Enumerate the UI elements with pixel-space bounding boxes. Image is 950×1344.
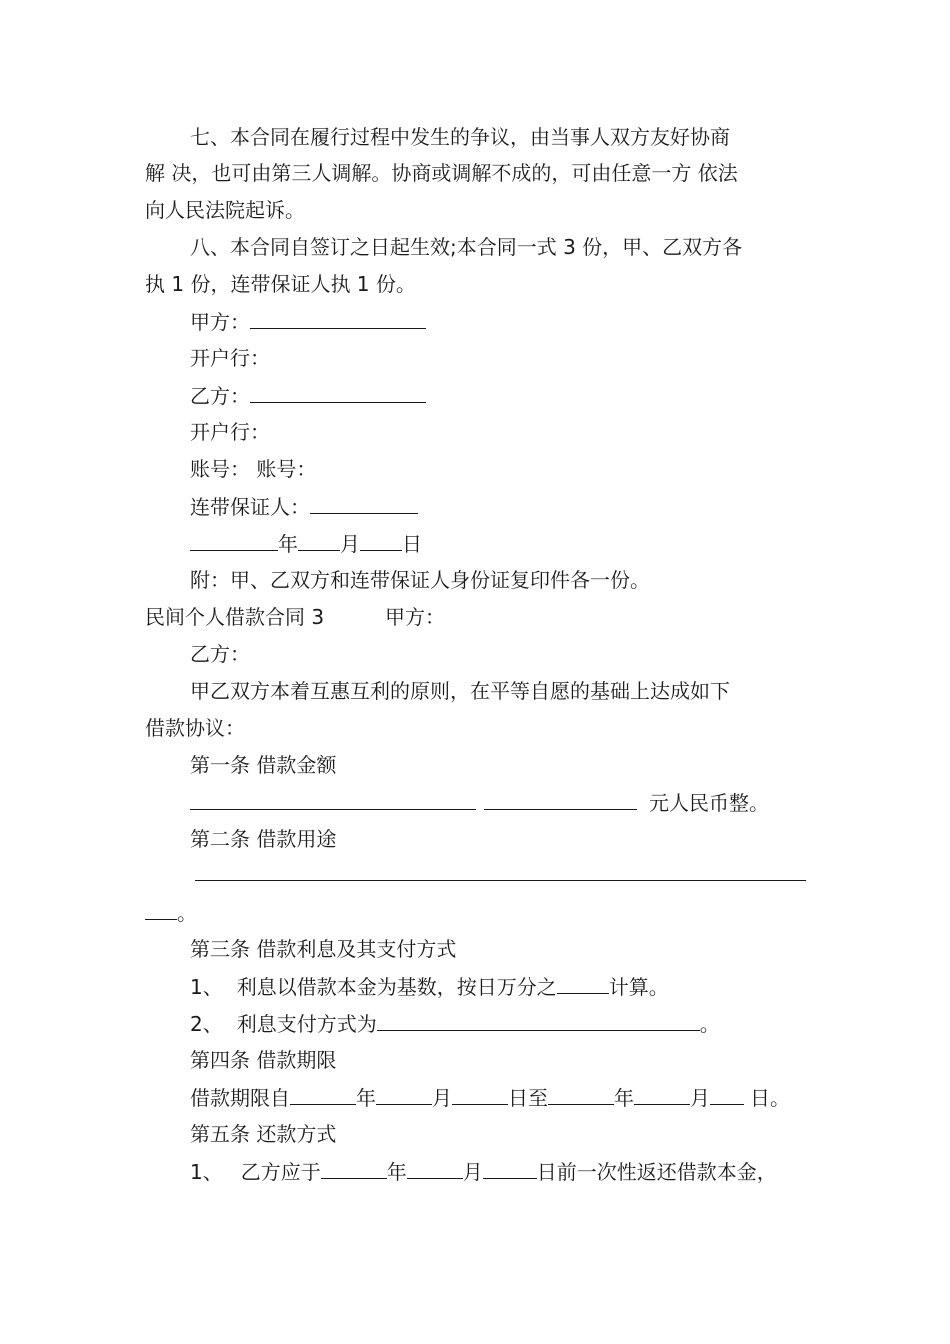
term-year2: 年 xyxy=(614,1086,634,1110)
clause8-line2: 执 1 份，连带保证人执 1 份。 xyxy=(145,272,416,296)
term-prefix: 借款期限自 xyxy=(190,1086,290,1110)
rate-blank xyxy=(557,973,609,994)
clause7-line1: 七、本合同在履行过程中发生的争议，由当事人双方友好协商 xyxy=(190,125,730,149)
item1-text: 利息以借款本金为基数，按日万分之 xyxy=(236,975,557,999)
repay-year-blank xyxy=(321,1158,387,1179)
month-label: 月 xyxy=(340,532,360,556)
party-a-blank xyxy=(250,308,426,329)
article1-amount-line xyxy=(190,789,769,816)
article1-title: 第一条 借款金额 xyxy=(190,753,337,777)
intro-line1: 甲乙双方本着互惠互利的原则，在平等自愿的基础上达成如下 xyxy=(190,679,730,703)
article3-item1 xyxy=(190,973,669,1000)
repay-month-blank xyxy=(407,1158,463,1179)
contract3-party-b: 乙方： xyxy=(190,642,250,666)
amount-blank-2 xyxy=(484,789,637,810)
repay-day-blank xyxy=(483,1158,537,1179)
guarantor-blank xyxy=(310,493,418,514)
day-label: 日 xyxy=(402,532,422,556)
accounts-label: 账号： 账号： xyxy=(190,457,317,481)
term-year-blank xyxy=(290,1084,356,1105)
purpose-end: 。 xyxy=(177,901,197,925)
repay-year: 年 xyxy=(386,1160,407,1184)
party-a-sign-line xyxy=(190,308,426,335)
item1-end: 计算。 xyxy=(608,975,669,999)
term-day2: 日。 xyxy=(750,1086,790,1110)
bank-a-label: 开户行： xyxy=(190,346,270,370)
article3-item2 xyxy=(190,1010,720,1037)
term-month2-blank xyxy=(634,1084,690,1105)
purpose-blank-tail xyxy=(145,899,177,920)
repay-item-number: 1、 xyxy=(190,1160,223,1184)
month-blank xyxy=(298,530,340,551)
article5-item1 xyxy=(190,1158,777,1185)
year-label: 年 xyxy=(278,532,298,556)
term-month: 月 xyxy=(432,1086,452,1110)
intro-line2: 借款协议： xyxy=(145,716,245,740)
guarantor-sign-line xyxy=(190,493,418,520)
amount-unit: 元人民币整。 xyxy=(649,791,769,815)
day-blank xyxy=(360,530,402,551)
amount-blank-1 xyxy=(190,789,476,810)
purpose-blank-line xyxy=(195,880,806,881)
party-b-blank xyxy=(250,382,426,403)
term-month-blank xyxy=(376,1084,432,1105)
term-day-to: 日至 xyxy=(508,1086,548,1110)
repay-tail: 日前一次性返还借款本金， xyxy=(536,1160,777,1184)
sign-date-line xyxy=(190,530,422,557)
article2-title: 第二条 借款用途 xyxy=(190,827,337,851)
term-year2-blank xyxy=(548,1084,614,1105)
contract3-party-a: 甲方： xyxy=(385,605,445,629)
party-b-label: 乙方： xyxy=(190,384,250,408)
attachment-note: 附：甲、乙双方和连带保证人身份证复印件各一份。 xyxy=(190,568,650,592)
bank-b-label: 开户行： xyxy=(190,420,270,444)
term-year: 年 xyxy=(356,1086,376,1110)
party-b-sign-line xyxy=(190,382,426,409)
clause8-line1: 八、本合同自签订之日起生效;本合同一式 3 份，甲、乙双方各 xyxy=(190,235,743,259)
guarantor-label: 连带保证人： xyxy=(190,495,310,519)
term-month2: 月 xyxy=(690,1086,710,1110)
payment-method-blank xyxy=(377,1010,700,1031)
clause7-line3: 向人民法院起诉。 xyxy=(145,198,305,222)
clause7-line2: 解 决，也可由第三人调解。协商或调解不成的，可由任意一方 依法 xyxy=(145,161,738,185)
term-day2-blank xyxy=(710,1084,744,1105)
article3-title: 第三条 借款利息及其支付方式 xyxy=(190,937,457,961)
purpose-end-line xyxy=(145,899,197,926)
repay-month: 月 xyxy=(462,1160,483,1184)
item1-number: 1、 xyxy=(190,975,223,999)
article4-title: 第四条 借款期限 xyxy=(190,1048,337,1072)
article5-title: 第五条 还款方式 xyxy=(190,1122,337,1146)
repay-prefix: 乙方应于 xyxy=(240,1160,321,1184)
year-blank xyxy=(190,530,278,551)
article4-term-line xyxy=(190,1084,790,1111)
term-day-blank xyxy=(452,1084,508,1105)
party-a-label: 甲方： xyxy=(190,310,250,334)
item2-end: 。 xyxy=(699,1012,720,1036)
contract3-title: 民间个人借款合同 3 xyxy=(145,605,325,629)
item2-number: 2、 xyxy=(190,1012,223,1036)
item2-text: 利息支付方式为 xyxy=(236,1012,377,1036)
